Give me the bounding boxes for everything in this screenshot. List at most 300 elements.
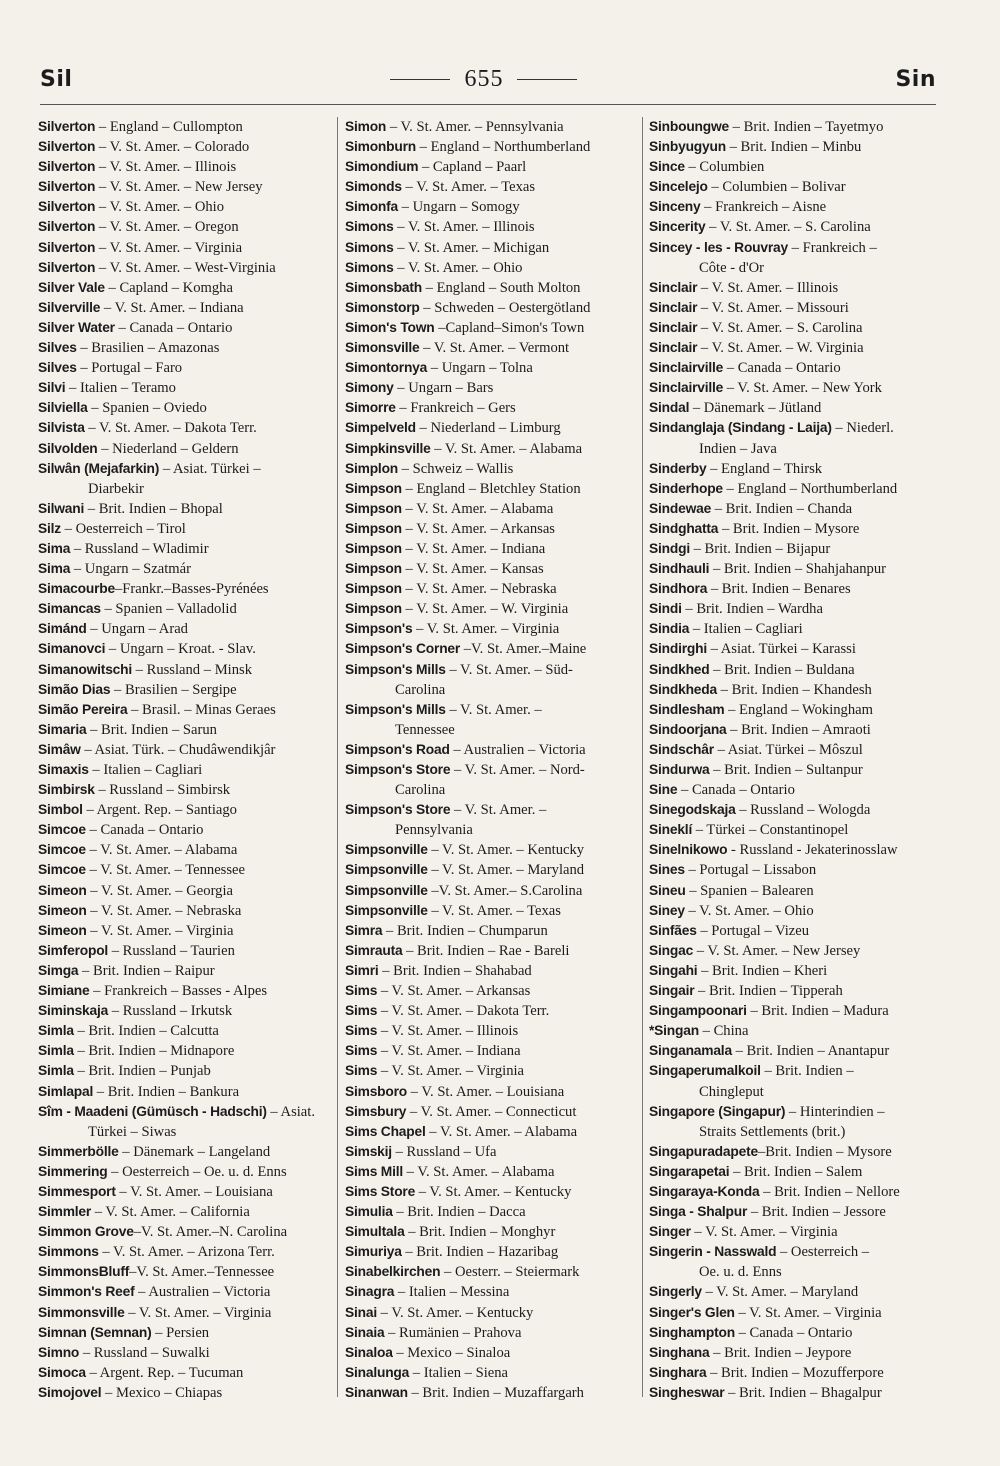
gazetteer-entry xyxy=(38,358,332,378)
entry-headword: Simorre xyxy=(345,400,396,416)
entry-headword: Singheswar xyxy=(649,1384,725,1400)
entry-headword: Sims xyxy=(345,1003,378,1019)
entry-headword: Simpson's Store xyxy=(345,802,451,818)
entry-headword: Sindkheda xyxy=(649,681,717,697)
entry-location: – Brit. Indien – Buldana xyxy=(709,661,855,678)
gazetteer-entry xyxy=(38,278,332,298)
entry-location: – Brasil. – Minas Geraes xyxy=(127,701,276,718)
entry-headword: Sindschâr xyxy=(649,741,714,757)
entry-headword: Sinderby xyxy=(649,460,707,476)
entry-location: – V. St. Amer. – Alabama xyxy=(403,1163,555,1180)
entry-headword: Sincelejo xyxy=(649,179,708,195)
entry-location: –V. St. Amer.–Tennessee xyxy=(129,1264,275,1281)
gazetteer-entry xyxy=(38,197,332,217)
gazetteer-entry xyxy=(345,338,641,358)
entry-location: – V. St. Amer. – Dakota Terr. xyxy=(84,420,257,437)
gazetteer-entry xyxy=(345,700,641,740)
gazetteer-entry xyxy=(38,860,332,880)
gazetteer-entry xyxy=(38,579,332,599)
gazetteer-entry xyxy=(345,398,641,418)
header-divider xyxy=(40,104,936,105)
entry-headword: Sims Mill xyxy=(345,1163,404,1179)
entry-location: – Brit. Indien – Bhopal xyxy=(84,500,223,517)
page-number: 655 xyxy=(464,65,504,92)
entry-location: – Frankreich – xyxy=(788,239,877,256)
entry-location: – Italien – Cagliari xyxy=(88,762,203,778)
gazetteer-entry xyxy=(649,318,945,338)
entry-continuation: Carolina xyxy=(395,782,446,799)
gazetteer-entry xyxy=(649,177,945,197)
gazetteer-entry xyxy=(345,157,641,177)
entry-headword: Singapore (Singapur) xyxy=(649,1103,786,1119)
gazetteer-entry xyxy=(649,358,945,378)
gazetteer-entry xyxy=(38,338,332,358)
entry-headword: Siminskaja xyxy=(38,1003,109,1019)
gazetteer-entry xyxy=(38,1262,332,1282)
entry-location: – V. St. Amer. – Indiana xyxy=(401,540,546,557)
entry-location: – V. St. Amer. – Connecticut xyxy=(406,1103,577,1120)
gazetteer-entry xyxy=(649,499,945,519)
entry-headword: Silverville xyxy=(38,299,101,315)
gazetteer-entry xyxy=(649,921,945,941)
entry-location: – Asiat. Türkei – Karassi xyxy=(706,641,856,658)
entry-headword: Simnan (Semnan) xyxy=(38,1324,152,1340)
entry-headword: Sinderhope xyxy=(649,480,723,496)
gazetteer-entry xyxy=(649,981,945,1001)
entry-headword: Simno xyxy=(38,1344,80,1360)
entry-location: – Asiat. Türkei – Môszul xyxy=(713,741,863,758)
entry-location: – V. St. Amer. – Nebraska xyxy=(401,581,557,598)
entry-location: – Ungarn – Bars xyxy=(393,380,494,397)
entry-location: – Brit. Indien – Khandesh xyxy=(716,681,872,698)
gazetteer-entry xyxy=(38,961,332,981)
gazetteer-entry xyxy=(38,760,332,780)
entry-headword: Simcoe xyxy=(38,862,86,878)
entry-headword: Sindal xyxy=(649,400,690,416)
entry-headword: Singapuradapete xyxy=(649,1143,758,1159)
entry-headword: Sines xyxy=(649,862,685,878)
gazetteer-entry xyxy=(38,901,332,921)
entry-headword: Simeon xyxy=(38,922,87,938)
entry-headword: Simmon's Reef xyxy=(38,1284,135,1300)
gazetteer-entry xyxy=(649,599,945,619)
entry-location: – England – Wokingham xyxy=(724,701,873,718)
entry-location: – V. St. Amer. – Maryland xyxy=(701,1284,859,1301)
gazetteer-entry xyxy=(649,1282,945,1302)
gazetteer-entry xyxy=(649,881,945,901)
entry-headword: Silz xyxy=(38,520,61,536)
entry-location: – Brit. Indien – Monghyr xyxy=(404,1224,556,1241)
entry-location: – V. St. Amer. – Illinois xyxy=(393,219,535,236)
entry-location: – Frankreich – Aisne xyxy=(700,199,827,216)
gazetteer-entry xyxy=(345,579,641,599)
entry-location: – V. St. Amer. – Süd- xyxy=(445,661,573,678)
entry-headword: Simons xyxy=(345,239,394,255)
header-right-guideword: Sin xyxy=(895,66,936,92)
entry-headword: Singerin - Nasswald xyxy=(649,1244,777,1260)
entry-headword: Singaperumalkoil xyxy=(649,1063,761,1079)
entry-headword: Simonsbath xyxy=(345,279,422,295)
entry-location: – Brit. Indien – Salem xyxy=(729,1163,863,1180)
entry-location: – Brit. Indien – Sarun xyxy=(86,721,217,738)
gazetteer-entry xyxy=(345,1383,641,1403)
entry-headword: Sima xyxy=(38,540,71,556)
gazetteer-entry xyxy=(345,1262,641,1282)
gazetteer-entry xyxy=(649,298,945,318)
gazetteer-entry xyxy=(38,298,332,318)
entry-location: – Brit. Indien – Tayetmyo xyxy=(729,119,884,135)
entry-headword: Simonsville xyxy=(345,340,420,356)
entry-location: – V. St. Amer. – xyxy=(450,802,547,819)
entry-headword: Singer xyxy=(649,1224,691,1240)
entry-headword: Simons xyxy=(345,219,394,235)
entry-location: – V. St. Amer. – Pennsylvania xyxy=(386,119,564,135)
entry-headword: Sinegodskaja xyxy=(649,802,736,818)
gazetteer-entry xyxy=(38,1182,332,1202)
entry-location: – Oesterreich – Tirol xyxy=(60,520,186,537)
entry-location: – V. St. Amer. – Kentucky xyxy=(415,1183,572,1200)
page-header xyxy=(40,62,936,96)
entry-location: – Italien – Messina xyxy=(394,1284,510,1301)
entry-headword: Silverton xyxy=(38,179,96,195)
entry-continuation: Tennessee xyxy=(395,721,455,738)
gazetteer-entry xyxy=(38,1282,332,1302)
entry-headword: Siney xyxy=(649,902,685,918)
entry-headword: Simonburn xyxy=(345,139,417,155)
entry-location: – Brit. Indien – Bhagalpur xyxy=(724,1384,882,1401)
entry-headword: Sims xyxy=(345,1043,378,1059)
entry-headword: Sinclairville xyxy=(649,380,724,396)
gazetteer-entry xyxy=(38,177,332,197)
entry-location: – Brit. Indien – Nellore xyxy=(759,1183,900,1200)
entry-location: – England – Northumberland xyxy=(722,480,898,497)
entry-location: – Ungarn – Somogy xyxy=(398,199,520,216)
entry-location: – V. St. Amer. – Tennessee xyxy=(85,862,245,879)
entry-location: – Brit. Indien – Chumparun xyxy=(382,922,548,939)
gazetteer-entry xyxy=(649,459,945,479)
gazetteer-entry xyxy=(38,1041,332,1061)
gazetteer-entry xyxy=(649,840,945,860)
entry-location: – Brit. Indien – Calcutta xyxy=(73,1023,219,1040)
entry-headword: Singac xyxy=(649,942,694,958)
entry-headword: Simoca xyxy=(38,1364,86,1380)
entry-headword: Silver Water xyxy=(38,319,115,335)
gazetteer-entry xyxy=(38,137,332,157)
gazetteer-entry xyxy=(649,1343,945,1363)
gazetteer-entry xyxy=(345,760,641,800)
entry-headword: Singarapetai xyxy=(649,1163,730,1179)
entry-location: – Brit. Indien – Bankura xyxy=(93,1083,240,1100)
entry-headword: Silvista xyxy=(38,420,85,436)
gazetteer-entry xyxy=(345,258,641,278)
entry-headword: Simultala xyxy=(345,1224,405,1240)
gazetteer-entry xyxy=(649,117,945,137)
gazetteer-entry xyxy=(345,941,641,961)
entry-location: – Brit. Indien – xyxy=(760,1063,854,1080)
entry-location: – Brit. Indien – Jeypore xyxy=(709,1344,852,1361)
entry-location: – V. St. Amer. – Virginia xyxy=(412,621,560,638)
entry-location: –V. St. Amer.–Maine xyxy=(460,641,587,658)
entry-location: – V. St. Amer. – S. Carolina xyxy=(705,219,871,236)
entry-location: – Capland – Paarl xyxy=(418,159,527,176)
entry-headword: Singanamala xyxy=(649,1043,732,1059)
gazetteer-entry xyxy=(38,1323,332,1343)
entry-headword: Simontornya xyxy=(345,360,428,376)
gazetteer-entry xyxy=(345,1162,641,1182)
entry-location: – Canada – Ontario xyxy=(114,319,233,336)
entry-headword: Simancas xyxy=(38,601,101,617)
gazetteer-entry xyxy=(345,1001,641,1021)
entry-headword: Simpson's Store xyxy=(345,762,451,777)
entry-location: – Brit. Indien – Benares xyxy=(707,581,851,598)
gazetteer-entry xyxy=(649,1162,945,1182)
gazetteer-entry xyxy=(649,378,945,398)
gazetteer-entry xyxy=(38,157,332,177)
gazetteer-entry xyxy=(345,1061,641,1081)
entry-continuation: Pennsylvania xyxy=(395,822,473,839)
gazetteer-entry xyxy=(345,378,641,398)
entry-headword: Simpson xyxy=(345,581,402,597)
entry-headword: Simpsonville xyxy=(345,862,428,878)
entry-location: – V. St. Amer. – xyxy=(445,701,542,718)
entry-headword: Simpkinsville xyxy=(345,440,431,456)
column-1 xyxy=(38,117,332,1403)
entry-location: – Ungarn – Szatmár xyxy=(70,561,191,578)
entry-headword: Simbol xyxy=(38,802,83,818)
entry-location: – Brit. Indien – Shahjahanpur xyxy=(709,561,887,578)
gazetteer-entry xyxy=(38,559,332,579)
gazetteer-entry xyxy=(649,820,945,840)
gazetteer-entry xyxy=(649,639,945,659)
entry-location: – England – Cullompton xyxy=(95,119,243,135)
entry-headword: Simpson xyxy=(345,601,402,617)
entry-location: – Asiat. Türk. – Chudâwendikjâr xyxy=(80,741,276,758)
header-left-guideword: Sil xyxy=(40,66,73,92)
entry-location: - Russland - Jekaterinosslaw xyxy=(727,842,898,859)
entry-headword: Simpson's Mills xyxy=(345,701,446,717)
gazetteer-entry xyxy=(649,1061,945,1101)
gazetteer-entry xyxy=(345,639,641,659)
entry-headword: Singhampton xyxy=(649,1324,735,1340)
entry-location: –V. St. Amer.–N. Carolina xyxy=(133,1224,288,1241)
gazetteer-entry xyxy=(38,238,332,258)
entry-location: – Spanien – Balearen xyxy=(685,882,814,899)
entry-location: – Niederl. xyxy=(831,420,894,437)
entry-location: – Türkei – Constantinopel xyxy=(692,822,849,839)
gazetteer-entry xyxy=(649,519,945,539)
entry-location: – Brit. Indien – Minbu xyxy=(725,139,862,156)
gazetteer-entry xyxy=(38,820,332,840)
entry-headword: Simla xyxy=(38,1023,74,1039)
gazetteer-entry xyxy=(38,660,332,680)
entry-location: – V. St. Amer. – Illinois xyxy=(95,159,237,176)
entry-location: – V. St. Amer. – Ohio xyxy=(393,259,523,276)
entry-location: – Spanien – Valladolid xyxy=(100,601,237,618)
gazetteer-entry xyxy=(649,800,945,820)
entry-location: – Canada – Ontario xyxy=(734,1324,853,1341)
entry-headword: Sinaia xyxy=(345,1324,385,1340)
entry-location: – V. St. Amer. – New Jersey xyxy=(95,179,263,196)
gazetteer-entry xyxy=(38,1222,332,1242)
entry-headword: Silvi xyxy=(38,380,66,396)
entry-location: – Brit. Indien – Bijapur xyxy=(689,540,831,557)
gazetteer-entry xyxy=(345,1343,641,1363)
gazetteer-entry xyxy=(38,378,332,398)
gazetteer-entry xyxy=(38,1162,332,1182)
entry-location: – England – Bletchley Station xyxy=(401,480,581,497)
entry-continuation: Côte - d'Or xyxy=(699,259,765,276)
gazetteer-entry xyxy=(345,177,641,197)
gazetteer-entry xyxy=(38,539,332,559)
entry-location: – Niederland – Limburg xyxy=(415,420,561,437)
gazetteer-entry xyxy=(649,579,945,599)
entry-location: – Russland – Minsk xyxy=(132,661,253,678)
entry-location: – Schweden – Oestergötland xyxy=(419,299,591,316)
entry-headword: Silves xyxy=(38,360,77,376)
gazetteer-entry xyxy=(345,1282,641,1302)
entry-headword: Simon's Town xyxy=(345,319,435,335)
entry-location: – V. St. Amer. – New York xyxy=(723,380,882,397)
entry-headword: Simiane xyxy=(38,983,90,999)
entry-headword: Silverton xyxy=(38,139,96,155)
entry-headword: Simony xyxy=(345,380,394,396)
gazetteer-entry xyxy=(649,338,945,358)
entry-headword: Sincey - les - Rouvray xyxy=(649,239,788,255)
gazetteer-entry xyxy=(345,901,641,921)
entry-continuation: Chingleput xyxy=(699,1083,764,1100)
gazetteer-entry xyxy=(649,660,945,680)
gazetteer-entry xyxy=(345,619,641,639)
entry-location: – Russland – Taurien xyxy=(108,942,235,959)
gazetteer-entry xyxy=(649,1383,945,1403)
entry-location: – V. St. Amer. – Virginia xyxy=(95,239,243,256)
entry-headword: Sinabelkirchen xyxy=(345,1264,441,1280)
entry-location: – Mexico – Chiapas xyxy=(101,1384,223,1401)
gazetteer-entry xyxy=(345,499,641,519)
entry-location: – Columbien – Bolivar xyxy=(707,179,846,196)
gazetteer-entry xyxy=(649,157,945,177)
entry-location: – V. St. Amer. – Nord- xyxy=(450,762,585,778)
gazetteer-entry xyxy=(38,459,332,499)
entry-location: – V. St. Amer. – Virginia xyxy=(124,1304,272,1321)
entry-headword: Simulia xyxy=(345,1204,393,1220)
entry-headword: Simondium xyxy=(345,159,419,175)
gazetteer-entry xyxy=(649,398,945,418)
gazetteer-entry xyxy=(345,137,641,157)
entry-headword: Sineu xyxy=(649,882,686,898)
entry-location: – Oesterreich – xyxy=(776,1244,870,1261)
entry-location: –Capland–Simon's Town xyxy=(434,319,585,336)
entry-headword: Simpson xyxy=(345,480,402,496)
entry-headword: Simsboro xyxy=(345,1083,408,1099)
gazetteer-entry xyxy=(38,1142,332,1162)
entry-location: – V. St. Amer. – S. Carolina xyxy=(697,319,863,336)
entry-headword: Silverton xyxy=(38,159,96,175)
gazetteer-entry xyxy=(38,1202,332,1222)
gazetteer-entry xyxy=(38,1001,332,1021)
gazetteer-entry xyxy=(38,680,332,700)
gazetteer-entry xyxy=(649,619,945,639)
entry-location: – V. St. Amer. – Missouri xyxy=(697,299,849,316)
gazetteer-entry xyxy=(38,217,332,237)
gazetteer-entry xyxy=(38,599,332,619)
entry-location: – Ungarn – Kroat. - Slav. xyxy=(105,641,256,658)
entry-location: – V. St. Amer. – Arizona Terr. xyxy=(98,1244,275,1261)
entry-headword: Silwani xyxy=(38,500,85,516)
entry-headword: Simonfa xyxy=(345,199,399,215)
entry-headword: Sinclair xyxy=(649,279,698,295)
gazetteer-entry xyxy=(38,258,332,278)
entry-headword: Simpson xyxy=(345,561,402,577)
entry-location: – China xyxy=(698,1023,749,1040)
entry-headword: Simmonsville xyxy=(38,1304,125,1320)
entry-headword: Singer's Glen xyxy=(649,1304,735,1320)
entry-location: – Argent. Rep. – Santiago xyxy=(82,802,237,819)
entry-location: – Spanien – Oviedo xyxy=(87,400,207,417)
entry-headword: Sinaloa xyxy=(345,1344,393,1360)
entry-location: – Brit. Indien – Jessore xyxy=(747,1204,886,1221)
entry-location: – V. St. Amer. – Colorado xyxy=(95,139,250,156)
entry-continuation: Diarbekir xyxy=(88,480,144,497)
entry-headword: Sindi xyxy=(649,601,682,617)
entry-headword: Simeon xyxy=(38,882,87,898)
gazetteer-entry xyxy=(38,800,332,820)
entry-location: – Brasilien – Sergipe xyxy=(110,681,237,698)
gazetteer-entry xyxy=(649,1102,945,1142)
entry-location: – Brit. Indien – Amraoti xyxy=(726,721,871,738)
entry-headword: Singa - Shalpur xyxy=(649,1204,748,1220)
entry-location: – Brit. Indien – Dacca xyxy=(392,1204,526,1221)
entry-headword: Sims xyxy=(345,1063,378,1079)
entry-headword: Simacourbe xyxy=(38,581,115,597)
gazetteer-entry xyxy=(649,1363,945,1383)
gazetteer-entry xyxy=(649,217,945,237)
entry-headword: Simmler xyxy=(38,1204,92,1220)
entry-headword: Silverton xyxy=(38,259,96,275)
gazetteer-entry xyxy=(345,1182,641,1202)
gazetteer-entry xyxy=(345,519,641,539)
entry-headword: Simskij xyxy=(345,1143,392,1159)
entry-location: – V. St. Amer. – Virginia xyxy=(377,1063,525,1080)
gazetteer-entry xyxy=(38,639,332,659)
entry-location: – V. St. Amer. – Alabama xyxy=(425,1123,578,1140)
entry-headword: Singair xyxy=(649,983,695,999)
entry-location: – Australien – Victoria xyxy=(449,741,586,758)
entry-continuation: Oe. u. d. Enns xyxy=(699,1264,782,1281)
entry-headword: Simmerbölle xyxy=(38,1143,119,1159)
gazetteer-entry xyxy=(38,1061,332,1081)
entry-location: – England – Northumberland xyxy=(416,139,591,156)
entry-headword: Silver Vale xyxy=(38,279,105,295)
entry-headword: Sindlesham xyxy=(649,701,725,717)
entry-headword: Simonds xyxy=(345,179,402,195)
entry-location: – Russland – Irkutsk xyxy=(108,1003,233,1020)
gazetteer-entry xyxy=(38,418,332,438)
gazetteer-entry xyxy=(345,1041,641,1061)
entry-location: – Brit. Indien – Anantapur xyxy=(731,1043,890,1060)
gazetteer-entry xyxy=(345,197,641,217)
gazetteer-entry xyxy=(38,1303,332,1323)
entry-headword: Simaxis xyxy=(38,762,89,777)
gazetteer-entry xyxy=(38,1343,332,1363)
gazetteer-entry xyxy=(345,358,641,378)
page-number-block xyxy=(390,66,577,93)
gazetteer-entry xyxy=(38,981,332,1001)
entry-location: – Brit. Indien – Mysore xyxy=(718,520,860,537)
gazetteer-entry xyxy=(649,1001,945,1021)
entry-continuation: Indien – Java xyxy=(699,440,777,457)
gazetteer-entry xyxy=(345,459,641,479)
